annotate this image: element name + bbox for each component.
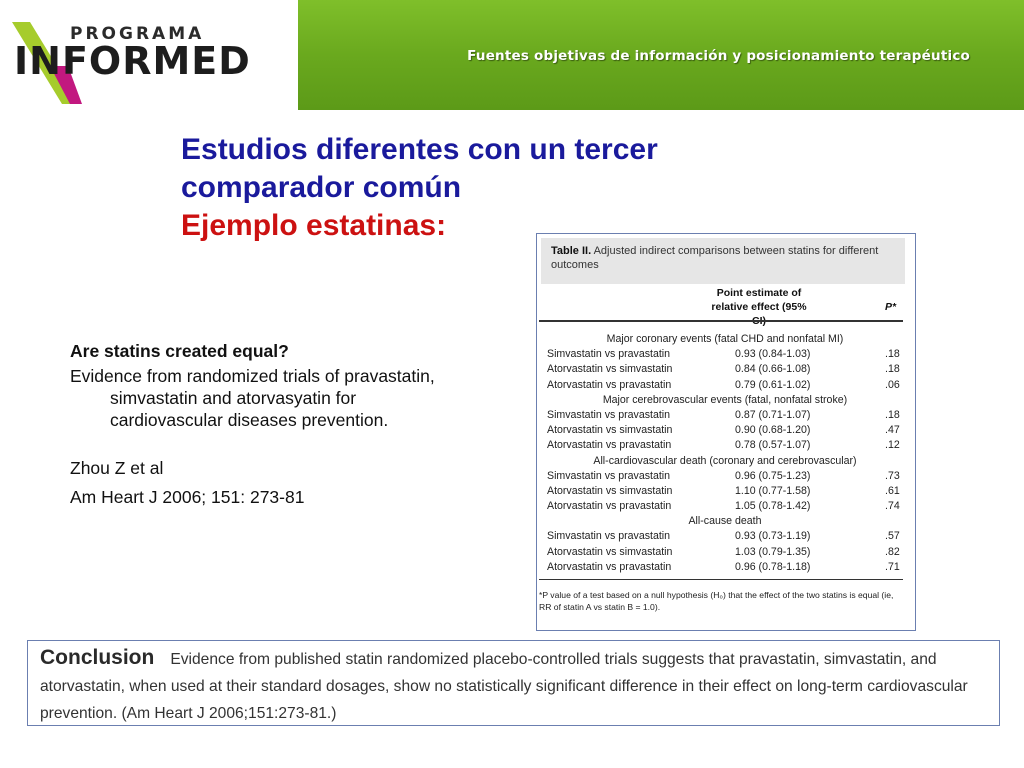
statins-table	[536, 233, 916, 631]
study-question: Are statins created equal?	[70, 341, 289, 361]
comparison-cell: Simvastatin vs pravastatin	[547, 469, 671, 482]
slide-title-line2: comparador común	[181, 171, 462, 204]
table-row	[547, 560, 903, 575]
p-value-cell: .47	[885, 424, 900, 437]
table-group-title: Major coronary events (fatal CHD and nonfatal MI)	[606, 333, 844, 345]
table-row	[547, 469, 903, 484]
estimate-cell: 0.87 (0.71-1.07)	[735, 408, 811, 421]
p-value-cell: .18	[885, 408, 900, 421]
estimate-cell: 0.78 (0.57-1.07)	[735, 439, 811, 452]
comparison-cell: Atorvastatin vs pravastatin	[547, 560, 672, 573]
table-rule-bottom	[539, 579, 903, 580]
comparison-cell: Simvastatin vs pravastatin	[547, 348, 671, 361]
study-summary	[70, 340, 440, 508]
table-row	[547, 545, 903, 560]
logo	[0, 0, 298, 110]
table-row	[547, 499, 903, 514]
table-group-title: All-cardiovascular death (coronary and cerebrovascular)	[593, 454, 857, 467]
p-value-cell: .71	[885, 560, 900, 573]
table-row	[547, 423, 903, 438]
comparison-cell: Atorvastatin vs simvastatin	[547, 545, 673, 558]
table-caption-label: Table II.	[551, 245, 592, 257]
column-header-estimate: Point estimate of relative effect (95%	[711, 287, 807, 313]
estimate-cell: 1.05 (0.78-1.42)	[735, 500, 811, 513]
comparison-cell: Atorvastatin vs simvastatin	[547, 484, 673, 497]
table-row	[547, 378, 903, 393]
table-caption	[541, 238, 905, 284]
header-title: Fuentes objetivas de información y posicionamiento terapéutico	[467, 48, 970, 64]
table-rule-top	[539, 320, 903, 322]
conclusion-text: Evidence from published statin randomized placebo-controlled trials suggests that pravastatin, simvastatin, and atorvastatin, when used at their standard dosages, show no statistically significant difference in their effect on long-term cardiovascular prevention. (Am Heart J 2006;151:273-81.)	[40, 651, 968, 722]
conclusion-heading: Conclusion	[40, 646, 155, 669]
table-footnote: *P value of a test based on a null hypothesis (H₀) that the effect of the two statins is equal (ie, RR of statin A vs statin B = 1.0).	[539, 590, 894, 612]
p-value-cell: .61	[885, 484, 900, 497]
table-row	[547, 438, 903, 453]
slide-title-line1: Estudios diferentes con un tercer	[181, 133, 658, 166]
estimate-cell: 0.96 (0.78-1.18)	[735, 560, 811, 573]
estimate-cell: 1.03 (0.79-1.35)	[735, 545, 811, 558]
reference-journal: Am Heart J 2006; 151: 273-81	[70, 487, 305, 507]
estimate-cell: 0.84 (0.66-1.08)	[735, 363, 811, 376]
estimate-cell: 1.10 (0.77-1.58)	[735, 484, 811, 497]
slide-subtitle: Ejemplo estatinas:	[181, 209, 447, 242]
comparison-cell: Simvastatin vs pravastatin	[547, 408, 671, 421]
estimate-cell: 0.79 (0.61-1.02)	[735, 378, 811, 391]
table-group-title: Major cerebrovascular events (fatal, nonfatal stroke)	[602, 393, 848, 406]
comparison-cell: Simvastatin vs pravastatin	[547, 530, 671, 543]
estimate-cell: 0.90 (0.68-1.20)	[735, 424, 811, 437]
comparison-cell: Atorvastatin vs pravastatin	[547, 378, 672, 391]
estimate-cell: 0.93 (0.84-1.03)	[735, 348, 811, 361]
comparison-cell: Atorvastatin vs pravastatin	[547, 500, 672, 513]
logo-top-text: PROGRAMA	[70, 24, 205, 44]
estimate-cell: 0.96 (0.75-1.23)	[735, 469, 811, 482]
p-value-cell: .18	[885, 348, 900, 361]
conclusion-box	[27, 640, 1000, 726]
table-row	[547, 529, 903, 544]
comparison-cell: Atorvastatin vs pravastatin	[547, 439, 672, 452]
p-value-cell: .06	[885, 378, 900, 391]
study-evidence: Evidence from randomized trials of pravastatin, simvastatin and atorvasyatin for cardiovascular diseases prevention.	[70, 366, 435, 430]
column-header-p: P*	[885, 301, 897, 313]
p-value-cell: .82	[885, 545, 900, 558]
p-value-cell: .73	[885, 469, 900, 482]
p-value-cell: .57	[885, 530, 900, 543]
table-row	[547, 362, 903, 377]
table-group-title: All-cause death	[688, 515, 762, 528]
reference-author: Zhou Z et al	[70, 458, 164, 478]
estimate-cell: 0.93 (0.73-1.19)	[735, 530, 811, 543]
p-value-cell: .74	[885, 500, 900, 513]
table-row	[547, 408, 903, 423]
table-caption-text: Adjusted indirect comparisons between statins for different outcomes	[551, 245, 879, 271]
slide-title	[181, 131, 658, 245]
header-bar	[298, 0, 1024, 110]
table-body	[547, 332, 903, 575]
logo-main-text: INFORMED	[14, 39, 251, 83]
table-row	[547, 347, 903, 362]
table-row	[547, 484, 903, 499]
p-value-cell: .18	[885, 363, 900, 376]
comparison-cell: Atorvastatin vs simvastatin	[547, 424, 673, 437]
comparison-cell: Atorvastatin vs simvastatin	[547, 363, 673, 376]
p-value-cell: .12	[885, 439, 900, 452]
